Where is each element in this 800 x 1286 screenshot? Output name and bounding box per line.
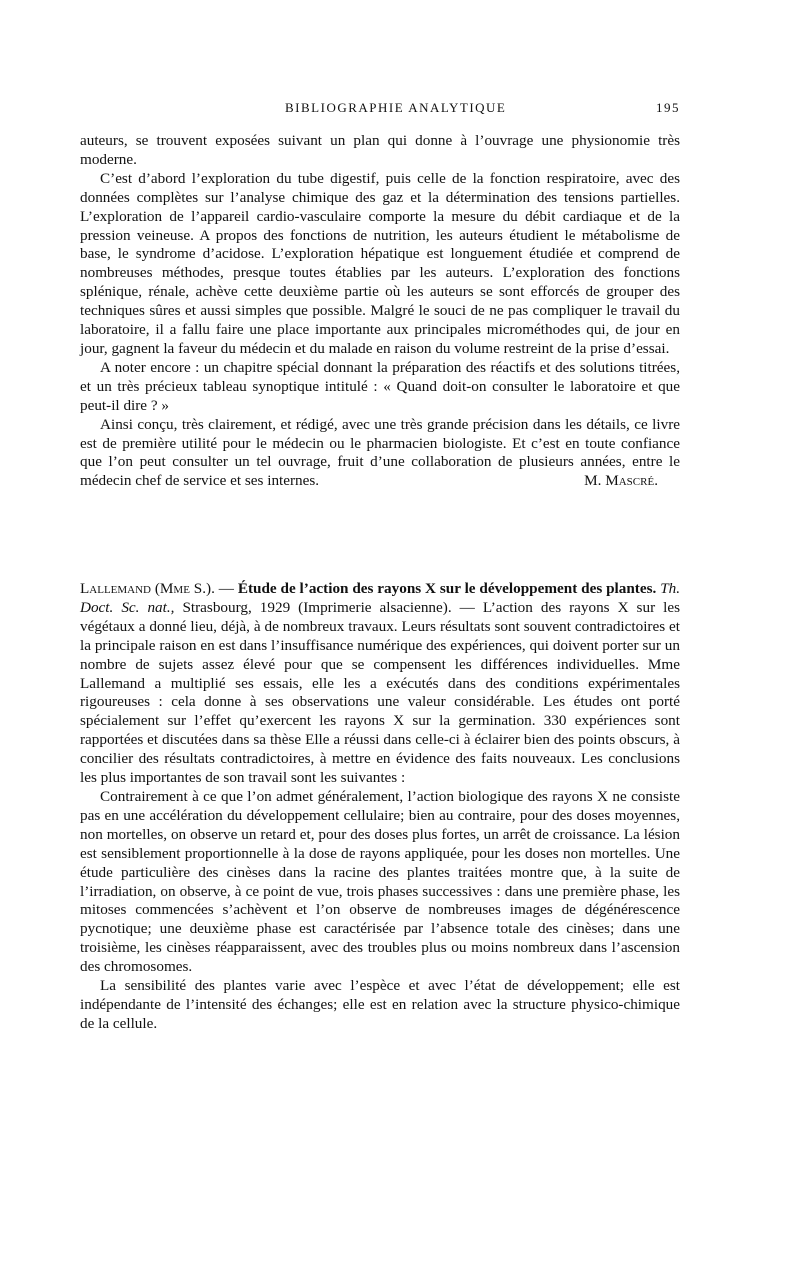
review-paragraph: L’action des rayons X sur les végétaux a donné lieu, déjà, à de nombreux travaux. Leurs résultats sont souvent contradictoires et la principale raison en est dans l’insuffisance numérique des expériences, qui doivent porter sur un nombre de sujets assez élevé pour que se compensent les différences individuelles. Mme Lallemand a multiplié ses essais, elle les a exécutés dans des conditions expérimentales rigoureuses : cela donne à ses observations une valeur considérable. Les études ont porté spécialement sur l’effet qu’exercent les rayons X sur la germination. 330 expériences sont rapportées et discutées dans sa thèse Elle a réussi dans celle-ci à éclairer bien des points obscurs, à concilier des résultats contradictoires, à mettre en évidence des faits nouveaux. Les conclusions les plus importantes de son travail sont les suivantes : — [80, 598, 680, 787]
review-paragraph: Ainsi conçu, très clairement, et rédigé, avec une très grande précision dans les détails, ce livre est de première utilité pour le médecin ou le pharmacien biologiste. Et c’est en toute confiance que l’on peut consulter un tel ouvrage, fruit d’une collaboration de plusieurs années, entre le médecin chef de service et ses internes. — [80, 415, 680, 490]
review-mascre — [80, 132, 680, 491]
entry-title: Étude de l’action des rayons X sur le développement des plantes. — [237, 580, 657, 597]
review-lallemand — [80, 580, 680, 1034]
review-paragraph: La sensibilité des plantes varie avec l’espèce et avec l’état de développement; elle est indépendante de l’intensité des échanges; elle est en relation avec la structure physico-chimique de la cellule. — [80, 977, 680, 1032]
entry-journal: Th. Doct. Sc. nat., — [80, 580, 681, 616]
page-number: 195 — [656, 100, 680, 115]
review-paragraph: Contrairement à ce que l’on admet généralement, l’action biologique des rayons X ne consiste pas en une accélération du développement cellulaire; bien au contraire, pour des doses moyennes, non mortelles, on observe un retard et, pour des doses plus fortes, un arrêt de croissance. La lésion est sensiblement proportionnelle à la dose de rayons appliquée, pour les doses non mortelles. Une étude particulière des cinèses dans la racine des plantes traitées montre que, à la suite de l’irradiation, on observe, à ce point de vue, trois phases successives : dans une première phase, les mitoses commencées s’achèvent et l’on observe de nombreuses images de dégénérescence pycnotique; une deuxième phase est caractérisée par l’absence totale des cinèses; dans une troisième, les cinèses réapparaissent, avec des troubles plus ou moins nombreux dans l’ascension des chromosomes. — [80, 787, 680, 976]
entry-place-year: Strasbourg, 1929 (Imprimerie alsacienne). — [182, 598, 452, 616]
review-paragraph: auteurs, se trouvent exposées suivant un plan qui donne à l’ouvrage une physionomie très moderne. — [80, 132, 680, 168]
page-header — [80, 100, 680, 120]
running-title: BIBLIOGRAPHIE ANALYTIQUE — [285, 100, 507, 115]
entry-author: Lallemand (Mme S.). — [80, 580, 215, 597]
reviewer-signature: M. Mascré. — [584, 472, 658, 490]
review-paragraph: A noter encore : un chapitre spécial donnant la préparation des réactifs et des solutions titrées, et un très précieux tableau synoptique intitulé : « Quand doit-on consulter le laboratoire et que peut-il dire ? » — [80, 358, 680, 414]
review-paragraph: C’est d’abord l’exploration du tube digestif, puis celle de la fonction respiratoire, avec des données complètes sur l’analyse chimique des gaz et la détermination des tensions partielles. L’exploration de l’appareil cardio-vasculaire comporte la mesure du débit cardiaque et de la pression veineuse. A propos des fonctions de nutrition, les auteurs étudient le métabolisme de base, le syndrome d’acidose. L’exploration hépatique est longuement étudiée et comprend de nombreuses méthodes, presque toutes établies par les auteurs. L’exploration des fonctions splénique, rénale, achève cette deuxième partie où les auteurs se sont efforcés de grouper des techniques sûres et aussi simples que possible. Malgré le souci de ne pas compliquer le travail du laboratoire, il a fallu faire une place importante aux principales microméthodes qui, de jour en jour, gagnent la faveur du médecin et du malade en raison du volume restreint de la prise d’essai. — [80, 169, 680, 357]
bibliographic-entry: Lallemand (Mme S.). — Étude de l’action des rayons X sur le développement des plantes. Th. Doct. Sc. nat., Strasbourg, 1929 (Imprimerie alsacienne). — L’action des rayons X sur les végétaux a donné lieu, déjà, à de nombreux travaux. Leurs résultats sont souvent contradictoires et la principale raison en est dans l’insuffisance numérique des expériences, qui doivent porter sur un nombre de sujets assez élevé pour que se compensent les différences individuelles. Mme Lallemand a multiplié ses essais, elle les a exécutés dans des conditions expérimentales rigoureuses : cela donne à ses observations une valeur considérable. Les études ont porté spécialement sur l’effet qu’exercent les rayons X sur la germination. 330 expériences sont rapportées et discutées dans sa thèse Elle a réussi dans celle-ci à éclairer bien des points obscurs, à concilier des résultats contradictoires, à mettre en évidence des faits nouveaux. Les conclusions les plus importantes de son travail sont les suivantes : — [80, 580, 681, 787]
